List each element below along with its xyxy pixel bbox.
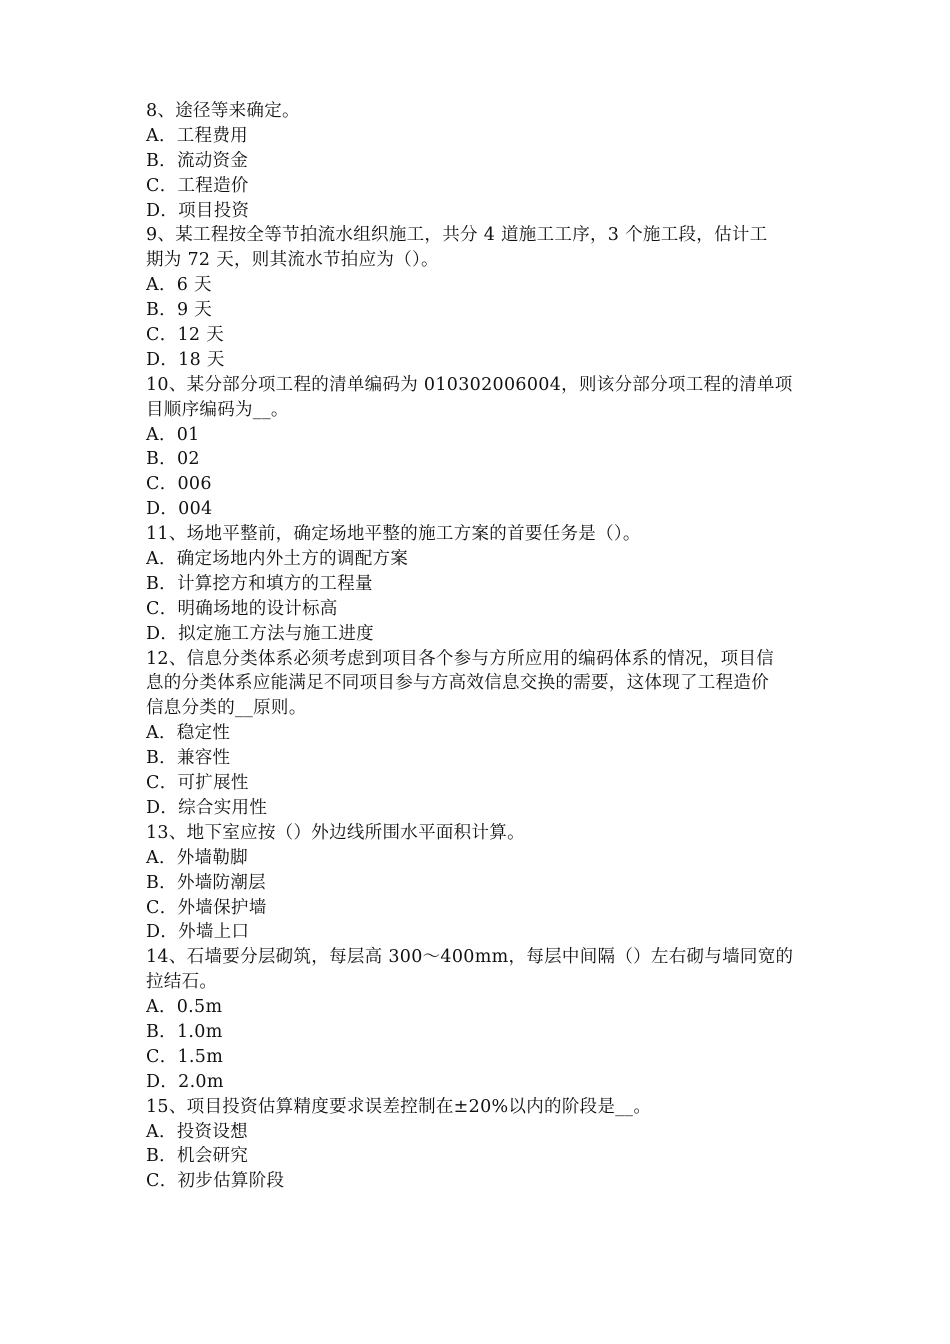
document-body [146, 99, 814, 1194]
answer-option: B．9 天 [146, 300, 213, 321]
answer-option: C．006 [146, 474, 212, 495]
answer-option: D．004 [146, 499, 213, 520]
question-stem-line: 10、某分部分项工程的清单编码为 010302006004，则该分部分项工程的清单项 [146, 374, 793, 395]
answer-option: B．外墙防潮层 [146, 872, 266, 893]
question-stem-line: 15、项目投资估算精度要求误差控制在±20%以内的阶段是__。 [146, 1096, 652, 1117]
answer-option: B．1.0m [146, 1021, 223, 1042]
answer-option: B．流动资金 [146, 150, 249, 171]
question-stem-line: 11、场地平整前，确定场地平整的施工方案的首要任务是（）。 [146, 524, 641, 545]
answer-option: C．工程造价 [146, 175, 249, 196]
answer-option: D．外墙上口 [146, 922, 250, 943]
question-stem-line: 14、石墙要分层砌筑，每层高 300～400mm，每层中间隔（）左右砌与墙同宽的 [146, 947, 794, 968]
answer-option: A．外墙勒脚 [146, 847, 248, 868]
question-stem-line: 息的分类体系应能满足不同项目参与方高效信息交换的需要，这体现了工程造价 [146, 673, 769, 694]
answer-option: A．确定场地内外土方的调配方案 [146, 549, 409, 570]
question-block [146, 821, 814, 945]
question-block [146, 647, 814, 821]
answer-option: A．0.5m [146, 997, 223, 1018]
question-stem-line: 信息分类的__原则。 [146, 698, 307, 719]
question-stem-line: 期为 72 天，则其流水节拍应为（）。 [146, 250, 439, 271]
answer-option: D．18 天 [146, 349, 225, 370]
answer-option: A．稳定性 [146, 723, 231, 744]
answer-option: A．01 [146, 424, 200, 445]
question-block [146, 223, 814, 372]
question-block [146, 522, 814, 646]
question-stem-line: 13、地下室应按（）外边线所围水平面积计算。 [146, 822, 525, 843]
answer-option: D．拟定施工方法与施工进度 [146, 623, 374, 644]
answer-option: C．外墙保护墙 [146, 897, 267, 918]
answer-option: C．可扩展性 [146, 773, 249, 794]
answer-option: B．02 [146, 449, 200, 470]
answer-option: C．明确场地的设计标高 [146, 598, 338, 619]
answer-option: B．计算挖方和填方的工程量 [146, 573, 373, 594]
question-block [146, 373, 814, 522]
answer-option: A．工程费用 [146, 125, 248, 146]
answer-option: B．机会研究 [146, 1146, 249, 1167]
answer-option: D．综合实用性 [146, 797, 268, 818]
question-block [146, 1095, 814, 1195]
answer-option: C．12 天 [146, 325, 225, 346]
answer-option: D．项目投资 [146, 200, 250, 221]
question-stem-line: 拉结石。 [146, 972, 218, 993]
answer-option: C．初步估算阶段 [146, 1171, 285, 1192]
answer-option: C．1.5m [146, 1046, 224, 1067]
question-stem-line: 8、途径等来确定。 [146, 101, 300, 121]
answer-option: A．6 天 [146, 275, 212, 296]
answer-option: B．兼容性 [146, 748, 231, 769]
question-block [146, 99, 814, 223]
question-block [146, 945, 814, 1094]
question-stem-line: 12、信息分类体系必须考虑到项目各个参与方所应用的编码体系的情况，项目信 [146, 648, 775, 669]
answer-option: D．2.0m [146, 1071, 224, 1092]
question-stem-line: 9、某工程按全等节拍流水组织施工，共分 4 道施工工序，3 个施工段，估计工 [146, 225, 768, 246]
answer-option: A．投资设想 [146, 1121, 248, 1142]
question-stem-line: 目顺序编码为__。 [146, 399, 289, 420]
